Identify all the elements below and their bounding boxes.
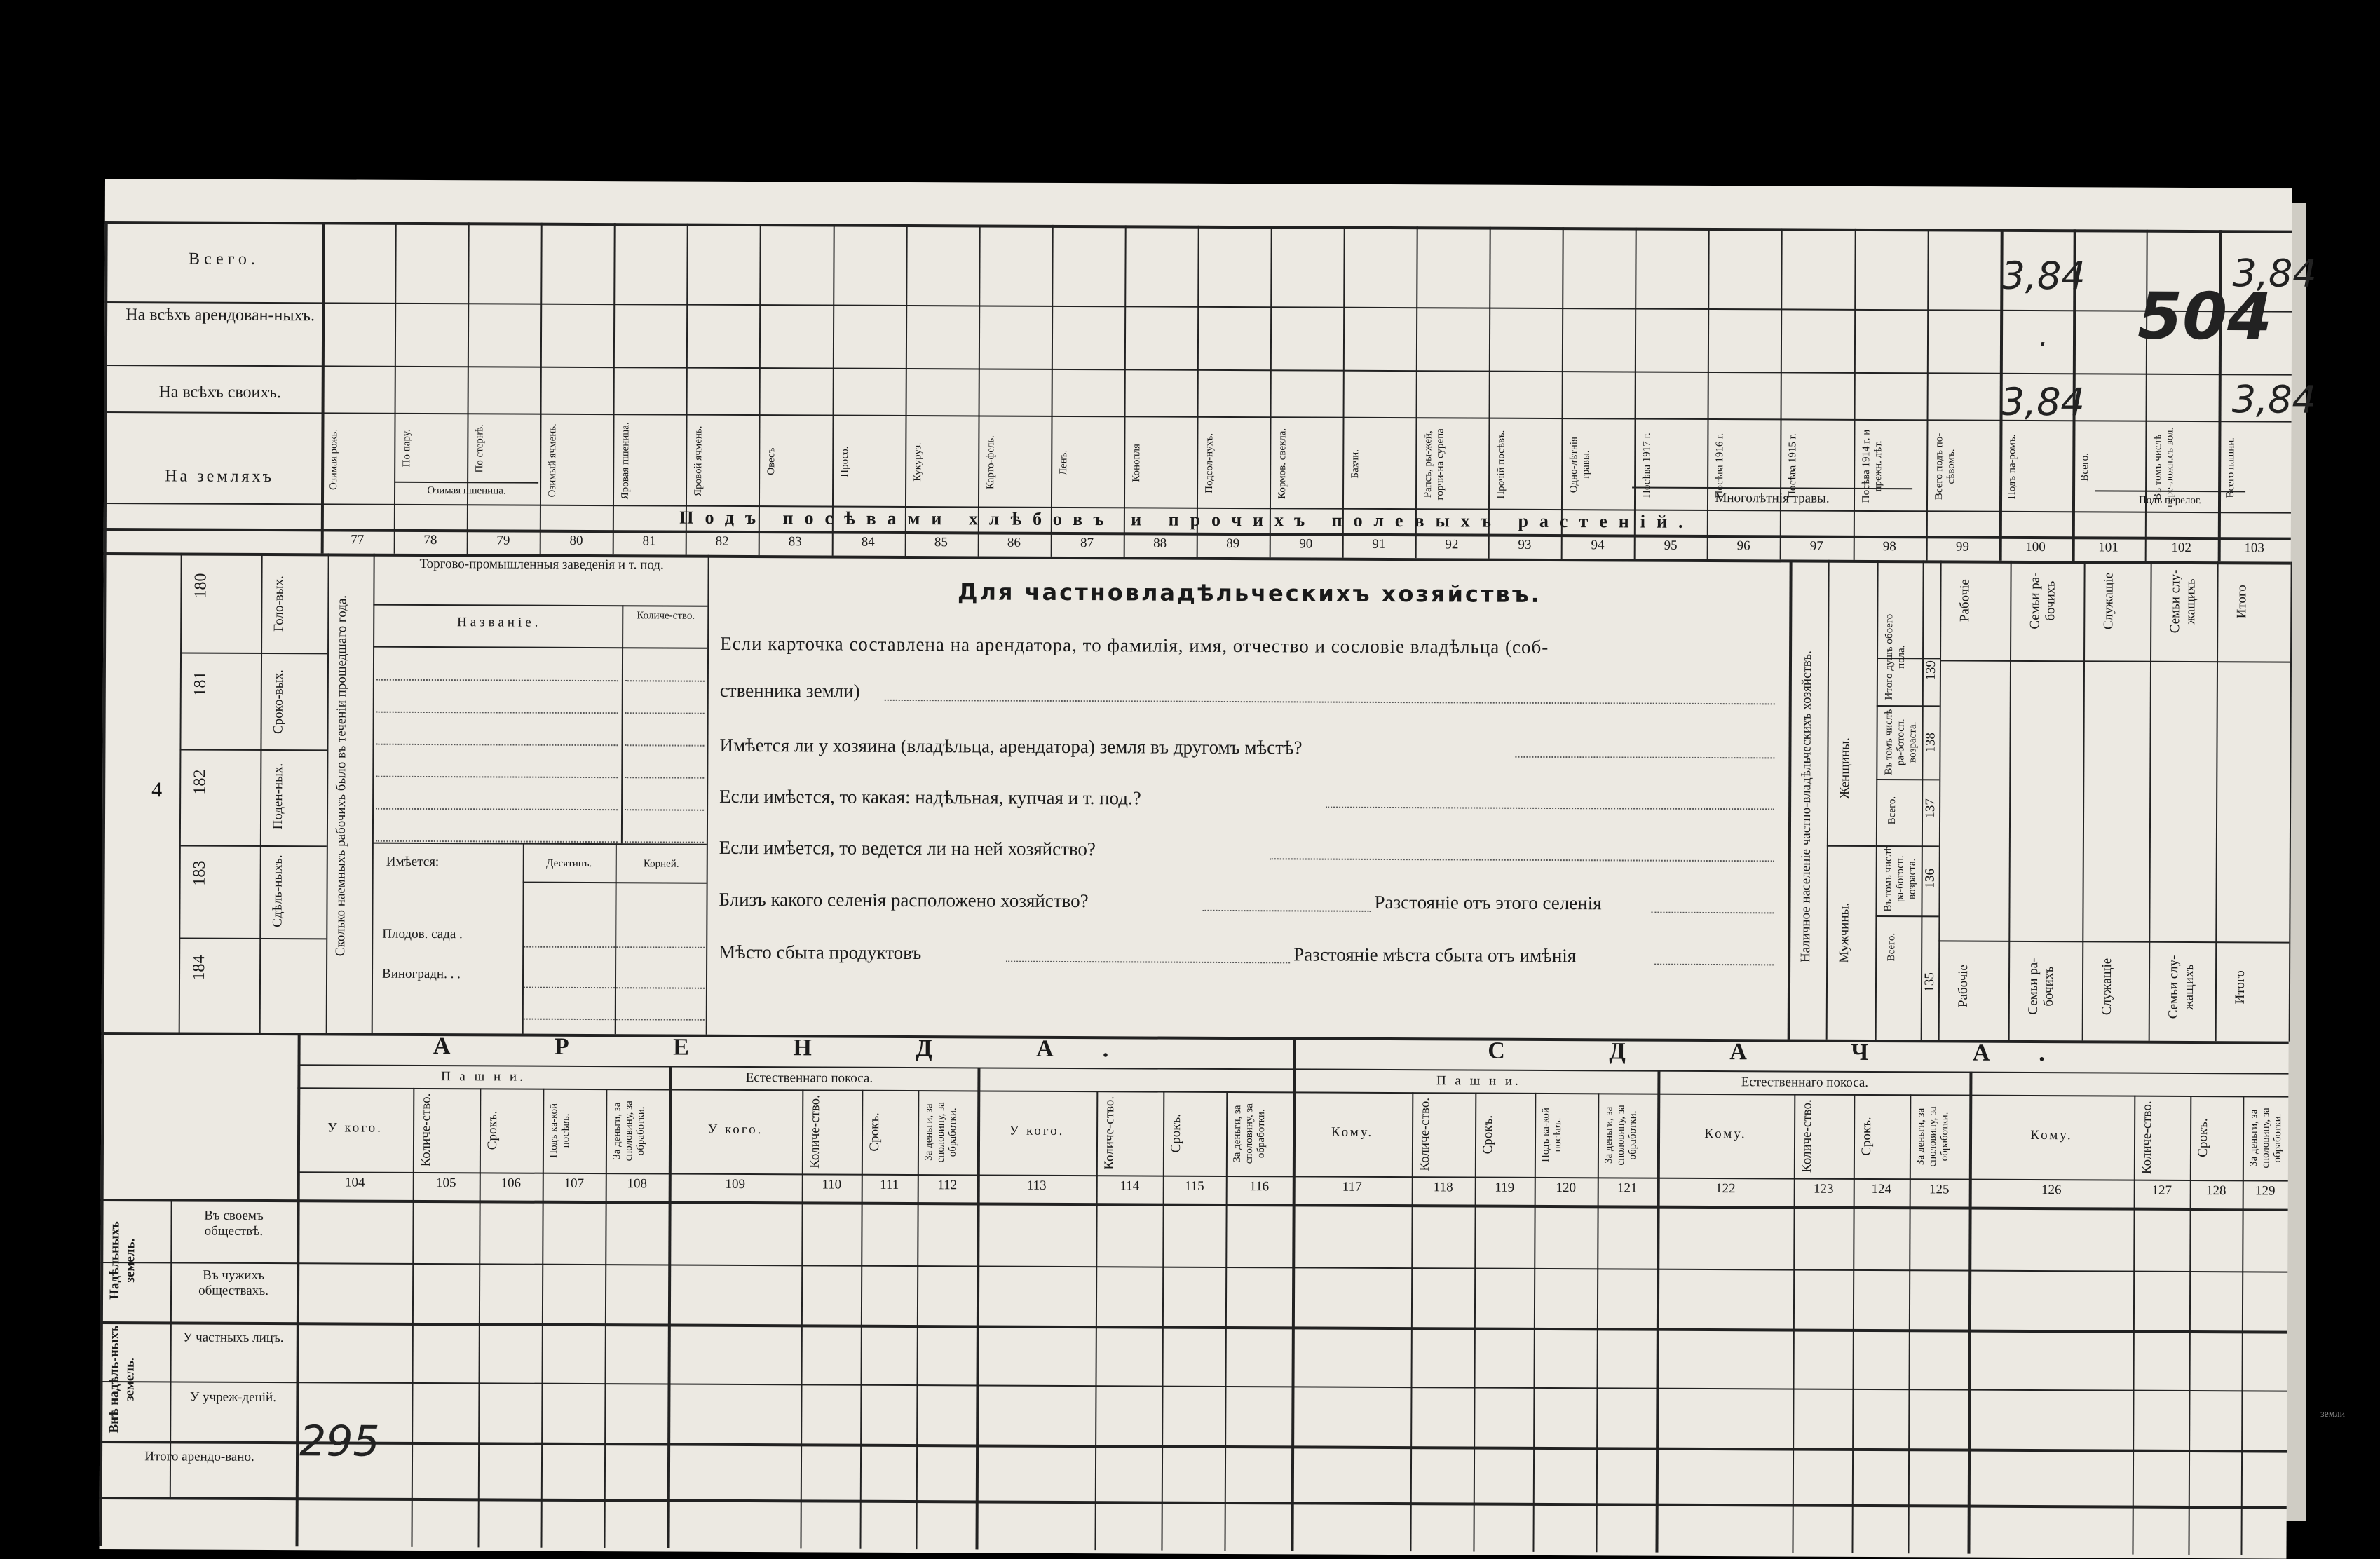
- bottom-col-number: 107: [543, 1176, 606, 1192]
- bottom-col-number: 126: [1969, 1183, 2134, 1199]
- pop-col-line: [2008, 561, 2012, 1040]
- top-col-number: 100: [1999, 540, 2072, 555]
- top-col-number: 95: [1634, 538, 1707, 554]
- num-136: 136: [1922, 847, 1938, 910]
- bottom-header: За деньги, за споловину, за обработки.: [1915, 1098, 1951, 1175]
- label-vsego-z: Всего.: [1886, 779, 1898, 842]
- top-col-number: 99: [1926, 539, 1999, 554]
- label-vsego-m: Всего.: [1886, 915, 1898, 979]
- crop-header: Всего пашни.: [2225, 426, 2238, 509]
- posevy-title: Подъ посѣвами хлѣбовъ и прочихъ полевыхъ растеній.: [377, 507, 1997, 533]
- crop-header: Въ томъ числѣ пере-ложн.съ вол.: [2152, 426, 2177, 509]
- top-col-number: 78: [394, 533, 467, 548]
- pop-col-line: [2082, 561, 2086, 1040]
- top-col-number: 103: [2218, 540, 2291, 556]
- arenda-title: А Р Е Н Д А.: [305, 1036, 1286, 1060]
- bottom-header: Кому.: [1293, 1124, 1412, 1141]
- hw-arend-100: .: [2039, 320, 2048, 353]
- bottom-col-number: 108: [606, 1176, 669, 1192]
- bottom-col-line: [540, 1089, 544, 1548]
- bottom-col-number: 115: [1163, 1179, 1226, 1194]
- torg-dot-row: [625, 777, 704, 778]
- torg-dot-row: [376, 712, 618, 714]
- sdacha-title: С Д А Ч А.: [1300, 1040, 2282, 1064]
- num-138: 138: [1923, 711, 1938, 774]
- row-label-vsego: Всего.: [132, 249, 315, 269]
- bottom-col-line: [975, 1067, 980, 1549]
- bottom-col-line: [1655, 1070, 1660, 1553]
- pop-header-top: Семьи ра-бочихъ: [2027, 559, 2059, 643]
- crop-header: Озимая рожь.: [328, 418, 341, 501]
- bottom-header: Кому.: [1657, 1126, 1794, 1143]
- private-line6b: Разстояніе отъ этого селенія: [1374, 892, 1601, 913]
- bottom-col-number: 105: [413, 1176, 480, 1191]
- top-col-number: 83: [759, 534, 831, 550]
- private-title: Для частновладѣльческихъ хозяйствъ.: [713, 581, 1786, 606]
- bottom-col-number: 123: [1794, 1182, 1854, 1197]
- row-label-svoikh: На всѣхъ своихъ.: [118, 382, 322, 402]
- bottom-col-line: [916, 1090, 919, 1549]
- label-muzhchiny: Мужчины.: [1837, 852, 1853, 1014]
- bottom-col-line: [1596, 1093, 1599, 1552]
- bottom-header: У кого.: [669, 1122, 802, 1138]
- pashni-a: П а ш н и.: [301, 1068, 665, 1085]
- estestv-a: Естественнаго покоса.: [669, 1070, 949, 1087]
- crop-header: Овесъ: [766, 420, 778, 503]
- label-zhenshchiny: Женщины.: [1837, 698, 1854, 838]
- top-col-number: 84: [831, 535, 904, 550]
- crop-header: Посѣва 1915 г.: [1787, 424, 1800, 507]
- top-col-number: 89: [1197, 536, 1270, 552]
- bottom-col-number: 129: [2243, 1183, 2288, 1199]
- hw-svoi-103: 3,84: [2232, 377, 2317, 422]
- bottom-col-line: [1532, 1093, 1536, 1552]
- bottom-header: Срокъ.: [867, 1094, 883, 1171]
- pop-header-top: Итого: [2234, 559, 2250, 644]
- bottom-col-number: 110: [802, 1177, 862, 1192]
- pop-header-bottom: Служащіе: [2100, 941, 2116, 1032]
- bottom-col-line: [1224, 1091, 1228, 1551]
- pop-header-top: Семьи слу-жащихъ: [2168, 559, 2199, 644]
- bottom-col-number: 119: [1475, 1180, 1535, 1196]
- bottom-col-number: 113: [977, 1178, 1096, 1194]
- bottom-header: Количе-ство.: [2140, 1099, 2155, 1176]
- top-col-number: 91: [1342, 537, 1415, 552]
- top-col-number: 87: [1050, 536, 1123, 551]
- crop-header: Яровой ячмень.: [693, 420, 705, 503]
- num-181: 181: [191, 656, 210, 712]
- num-184: 184: [189, 940, 209, 996]
- top-col-number: 102: [2145, 540, 2218, 556]
- bottom-col-line: [1851, 1094, 1855, 1553]
- crop-header: Кормов. свекла.: [1277, 422, 1289, 505]
- pop-col-line: [2149, 561, 2152, 1041]
- bottom-header: За деньги, за споловину, за обработки.: [923, 1094, 959, 1171]
- pop-header-bottom: Итого: [2233, 941, 2249, 1033]
- bottom-col-line: [1908, 1094, 1911, 1553]
- private-line7b: Разстояніе мѣста сбыта отъ имѣнія: [1293, 944, 1576, 965]
- census-card: [99, 179, 2292, 1559]
- crop-header: Карто-фель.: [985, 421, 998, 503]
- bottom-col-line: [604, 1089, 607, 1548]
- pop-header-bottom: Семьи ра-бочихъ: [2026, 941, 2058, 1032]
- top-col-number: 80: [540, 533, 613, 549]
- hw-vsego-100: 3,84: [2001, 254, 2086, 299]
- label-u-chastnykh: У частныхъ лицъ.: [174, 1330, 293, 1346]
- crop-header: Прочій посѣвъ.: [1495, 423, 1508, 506]
- pop-header-top: Служащіе: [2101, 559, 2117, 643]
- label-desyatin: Десятинъ.: [524, 858, 614, 871]
- bottom-col-number: 114: [1096, 1178, 1163, 1194]
- label-golov: Голо-вых.: [271, 561, 287, 646]
- bottom-col-line: [1792, 1094, 1795, 1553]
- bottom-columns: [105, 179, 2292, 189]
- label-srok: Сроко-вых.: [271, 660, 287, 744]
- num-135: 135: [1922, 951, 1938, 1014]
- crop-columns: [105, 179, 2292, 189]
- top-col-number: 97: [1780, 538, 1853, 554]
- bottom-col-line: [411, 1088, 414, 1547]
- bottom-header: У кого.: [297, 1120, 413, 1136]
- bottom-header: У кого.: [977, 1123, 1096, 1139]
- hw-vsego-103: 3,84: [2232, 251, 2317, 296]
- row-label-zemlyakh: На земляхъ: [118, 466, 321, 486]
- bottom-col-number: 121: [1598, 1180, 1657, 1196]
- private-line2: ственника земли): [720, 681, 860, 701]
- crop-header: Ленъ.: [1058, 421, 1070, 504]
- bottom-header: Количе-ство.: [1102, 1094, 1117, 1171]
- bottom-header: Срокъ.: [485, 1091, 501, 1169]
- pop-header-bottom: Семьи слу-жащихъ: [2166, 941, 2198, 1033]
- bottom-col-line: [800, 1089, 803, 1548]
- label-v-svoem: Въ своемъ обществѣ.: [174, 1208, 293, 1239]
- torg-dot-row: [625, 744, 704, 746]
- bottom-header: Количе-ство.: [1417, 1096, 1433, 1173]
- label-sdel: Сдѣль-ныхъ.: [270, 849, 286, 933]
- private-line6: Близъ какого селенія расположено хозяйство?: [719, 890, 1088, 911]
- private-line3: Имѣется ли у хозяина (владѣльца, арендатора) земля въ другомъ мѣстѣ?: [719, 735, 1302, 758]
- private-line1: Если карточка составлена на арендатора, то фамилія, имя, отчество и сословіе владѣльца (соб-: [720, 634, 1549, 657]
- bottom-header: Кому.: [1969, 1128, 2134, 1144]
- top-col-number: 101: [2072, 540, 2144, 555]
- torg-dot-row: [376, 776, 618, 779]
- top-col-number: 92: [1415, 537, 1488, 552]
- bottom-header: Количе-ство.: [808, 1093, 823, 1170]
- crop-header: Одно-лѣтнія травы.: [1568, 423, 1593, 506]
- bottom-col-number: 128: [2190, 1183, 2243, 1199]
- pop-header-top: Рабочіе: [1957, 559, 1973, 643]
- bottom-col-line: [1161, 1091, 1164, 1551]
- bottom-col-line: [2240, 1096, 2244, 1555]
- label-nadel: Надѣльныхъ земель.: [107, 1201, 139, 1320]
- bottom-col-number: 109: [669, 1177, 802, 1193]
- crop-header: Всего подъ по-сѣвомъ.: [1933, 425, 1958, 508]
- estestv-s: Естественнаго покоса.: [1664, 1075, 1945, 1091]
- top-col-number: 81: [613, 533, 686, 549]
- torg-dot-row: [625, 680, 705, 681]
- torg-dot-row: [376, 679, 618, 682]
- crop-header: Яровая пшеница.: [620, 419, 632, 502]
- bottom-col-number: 111: [862, 1178, 918, 1193]
- bottom-header: Подъ ка-кой посѣвъ.: [548, 1092, 572, 1169]
- mnogoletnie-label: Многолѣтнія травы.: [1632, 491, 1912, 508]
- torg-dot-row: [376, 808, 618, 811]
- bottom-col-line: [1473, 1093, 1476, 1552]
- crop-header: Подсол-нухъ.: [1204, 422, 1216, 505]
- bottom-col-number: 116: [1226, 1179, 1293, 1194]
- bottom-header: За деньги, за споловину, за обработки.: [1232, 1095, 1267, 1172]
- crop-header: По стернѣ.: [474, 418, 486, 478]
- bottom-header: Срокъ.: [1859, 1098, 1875, 1175]
- bottom-col-line: [1094, 1091, 1098, 1550]
- bottom-col-number: 106: [480, 1176, 543, 1191]
- edge-text: земли: [2320, 1409, 2345, 1420]
- top-col-number: 90: [1270, 536, 1342, 552]
- bottom-col-number: 117: [1293, 1179, 1412, 1195]
- bottom-col-line: [2132, 1096, 2135, 1555]
- bottom-header: За деньги, за споловину, за обработки.: [2248, 1099, 2284, 1176]
- row-label-arend: На всѣхъ арендован-ныхъ.: [118, 305, 322, 325]
- num-180: 180: [191, 558, 210, 614]
- torg-nazvanie: Названіе.: [376, 615, 622, 632]
- bottom-col-number: 112: [918, 1178, 977, 1193]
- crop-header: Посѣва 1916 г.: [1714, 424, 1727, 507]
- bottom-col-number: 122: [1657, 1181, 1794, 1197]
- top-col-numbers: [105, 179, 2292, 189]
- crop-header: Подъ па-ромъ.: [2006, 426, 2019, 508]
- bottom-header: Количе-ство.: [1800, 1098, 1815, 1175]
- label-vtom-m: Въ томъ числѣ ра-ботосп. возраста.: [1882, 845, 1918, 912]
- bottom-col-line: [2188, 1096, 2191, 1555]
- crop-header: Просо.: [839, 421, 852, 503]
- label-plodov: Плодов. сада .: [382, 927, 463, 942]
- bottom-col-number: 124: [1854, 1182, 1910, 1197]
- top-col-number: 79: [467, 533, 540, 548]
- bottom-col-number: 127: [2134, 1183, 2190, 1199]
- label-korney: Корней.: [618, 858, 705, 871]
- label-nalichnoe: Наличное населеніе частно-владѣльческихъ хозяйствъ.: [1798, 597, 1816, 1017]
- bottom-header: Срокъ.: [2196, 1099, 2211, 1176]
- num-182: 182: [190, 754, 210, 810]
- top-col-number: 88: [1124, 536, 1197, 551]
- crop-header: Посѣва 1914 г. и прежн. лѣт.: [1861, 425, 1885, 508]
- top-col-number: 96: [1707, 538, 1780, 554]
- bottom-header: Подъ ка-кой посѣвъ.: [1540, 1096, 1564, 1173]
- label-itogo-arend: Итого арендо-вано.: [107, 1449, 292, 1465]
- label-skolko: Сколько наемныхъ рабочихъ было въ теченіи прошедшаго года.: [333, 565, 351, 986]
- pop-row-line: [1940, 660, 2290, 662]
- population-columns: [105, 179, 2292, 189]
- bottom-col-number: 125: [1910, 1182, 1969, 1197]
- bottom-col-line: [477, 1088, 481, 1547]
- bottom-header: Срокъ.: [1169, 1095, 1184, 1172]
- crop-header: Конопля: [1131, 421, 1143, 504]
- crop-header: Посѣва 1917 г.: [1641, 424, 1654, 507]
- top-col-number: 85: [904, 535, 977, 550]
- top-col-number: 94: [1561, 538, 1634, 553]
- bottom-header: Срокъ.: [1481, 1096, 1496, 1173]
- crop-header: Озимый ячмень.: [547, 419, 559, 502]
- num-137: 137: [1923, 777, 1938, 840]
- torg-title: Торгово-промышленныя заведенія и т. под.: [377, 557, 707, 573]
- top-col-number: 86: [977, 535, 1050, 550]
- bottom-col-number: 118: [1412, 1180, 1475, 1195]
- num-183: 183: [190, 845, 210, 901]
- torg-dot-row: [625, 712, 705, 714]
- crop-header: Бахчи.: [1349, 423, 1362, 505]
- bottom-col-line: [1967, 1072, 1972, 1554]
- crop-header: Кукуруз.: [912, 421, 925, 503]
- hw-card-number: 504: [2137, 279, 2273, 355]
- crop-header: Всего.: [2079, 426, 2092, 508]
- label-vtom-z: Въ томъ числѣ ра-ботосп. возраста.: [1883, 709, 1919, 775]
- bottom-col-number: 120: [1535, 1180, 1598, 1196]
- label-imeetsya: Имѣется:: [386, 855, 440, 870]
- pashni-s: П а ш н и.: [1296, 1073, 1661, 1089]
- top-col-number: 93: [1488, 538, 1561, 553]
- mark-4: 4: [151, 778, 162, 802]
- top-col-number: 82: [686, 534, 759, 550]
- torg-dot-row: [376, 744, 618, 747]
- label-itogo-dush: Итого душъ обоего пола.: [1884, 611, 1908, 702]
- pop-col-line: [2215, 561, 2219, 1041]
- private-line4: Если имѣется, то какая: надѣльная, купчая и т. под.?: [719, 787, 1141, 808]
- private-line5: Если имѣется, то ведется ли на ней хозяйство?: [719, 838, 1096, 859]
- bottom-header: За деньги, за споловину, за обработки.: [611, 1092, 647, 1169]
- bottom-col-line: [1410, 1092, 1413, 1551]
- bottom-col-line: [859, 1090, 863, 1549]
- label-poden: Поден-ных.: [271, 754, 287, 838]
- bottom-header: За деньги, за споловину, за обработки.: [1603, 1096, 1639, 1173]
- bottom-header: Количе-ство.: [419, 1091, 434, 1169]
- bottom-col-number: 104: [297, 1175, 413, 1191]
- hw-bottom-number: 295: [299, 1417, 380, 1466]
- torg-dotted-rows: [105, 179, 2292, 189]
- pop-header-bottom: Рабочіе: [1956, 941, 1972, 1032]
- label-v-chuzhikh: Въ чужихъ обществахъ.: [174, 1267, 293, 1299]
- ozimaya-pshenica-label: Озимая пшеница.: [395, 485, 538, 498]
- torg-kolichestvo: Количе-ство.: [625, 610, 706, 622]
- bottom-col-line: [667, 1066, 672, 1548]
- torg-dot-row: [625, 809, 704, 810]
- private-line7: Мѣсто сбыта продуктовъ: [719, 942, 921, 962]
- top-col-number: 98: [1853, 539, 1926, 554]
- hw-svoi-100: 3,84: [2000, 380, 2085, 425]
- top-col-number: 77: [321, 532, 394, 547]
- num-139: 139: [1924, 639, 1939, 702]
- label-vinogradn: Виноградн. . .: [382, 967, 461, 982]
- crop-header: Рапсъ, ры-жей, горчи-на сурепа: [1422, 423, 1447, 505]
- label-u-uchrezh: У учреж-деній.: [173, 1389, 292, 1405]
- label-vne: Внѣ надѣль-ныхъ земель.: [107, 1321, 138, 1437]
- pod-perelog-label: Подъ перелог.: [2095, 494, 2245, 507]
- crop-header: По пару.: [401, 418, 413, 478]
